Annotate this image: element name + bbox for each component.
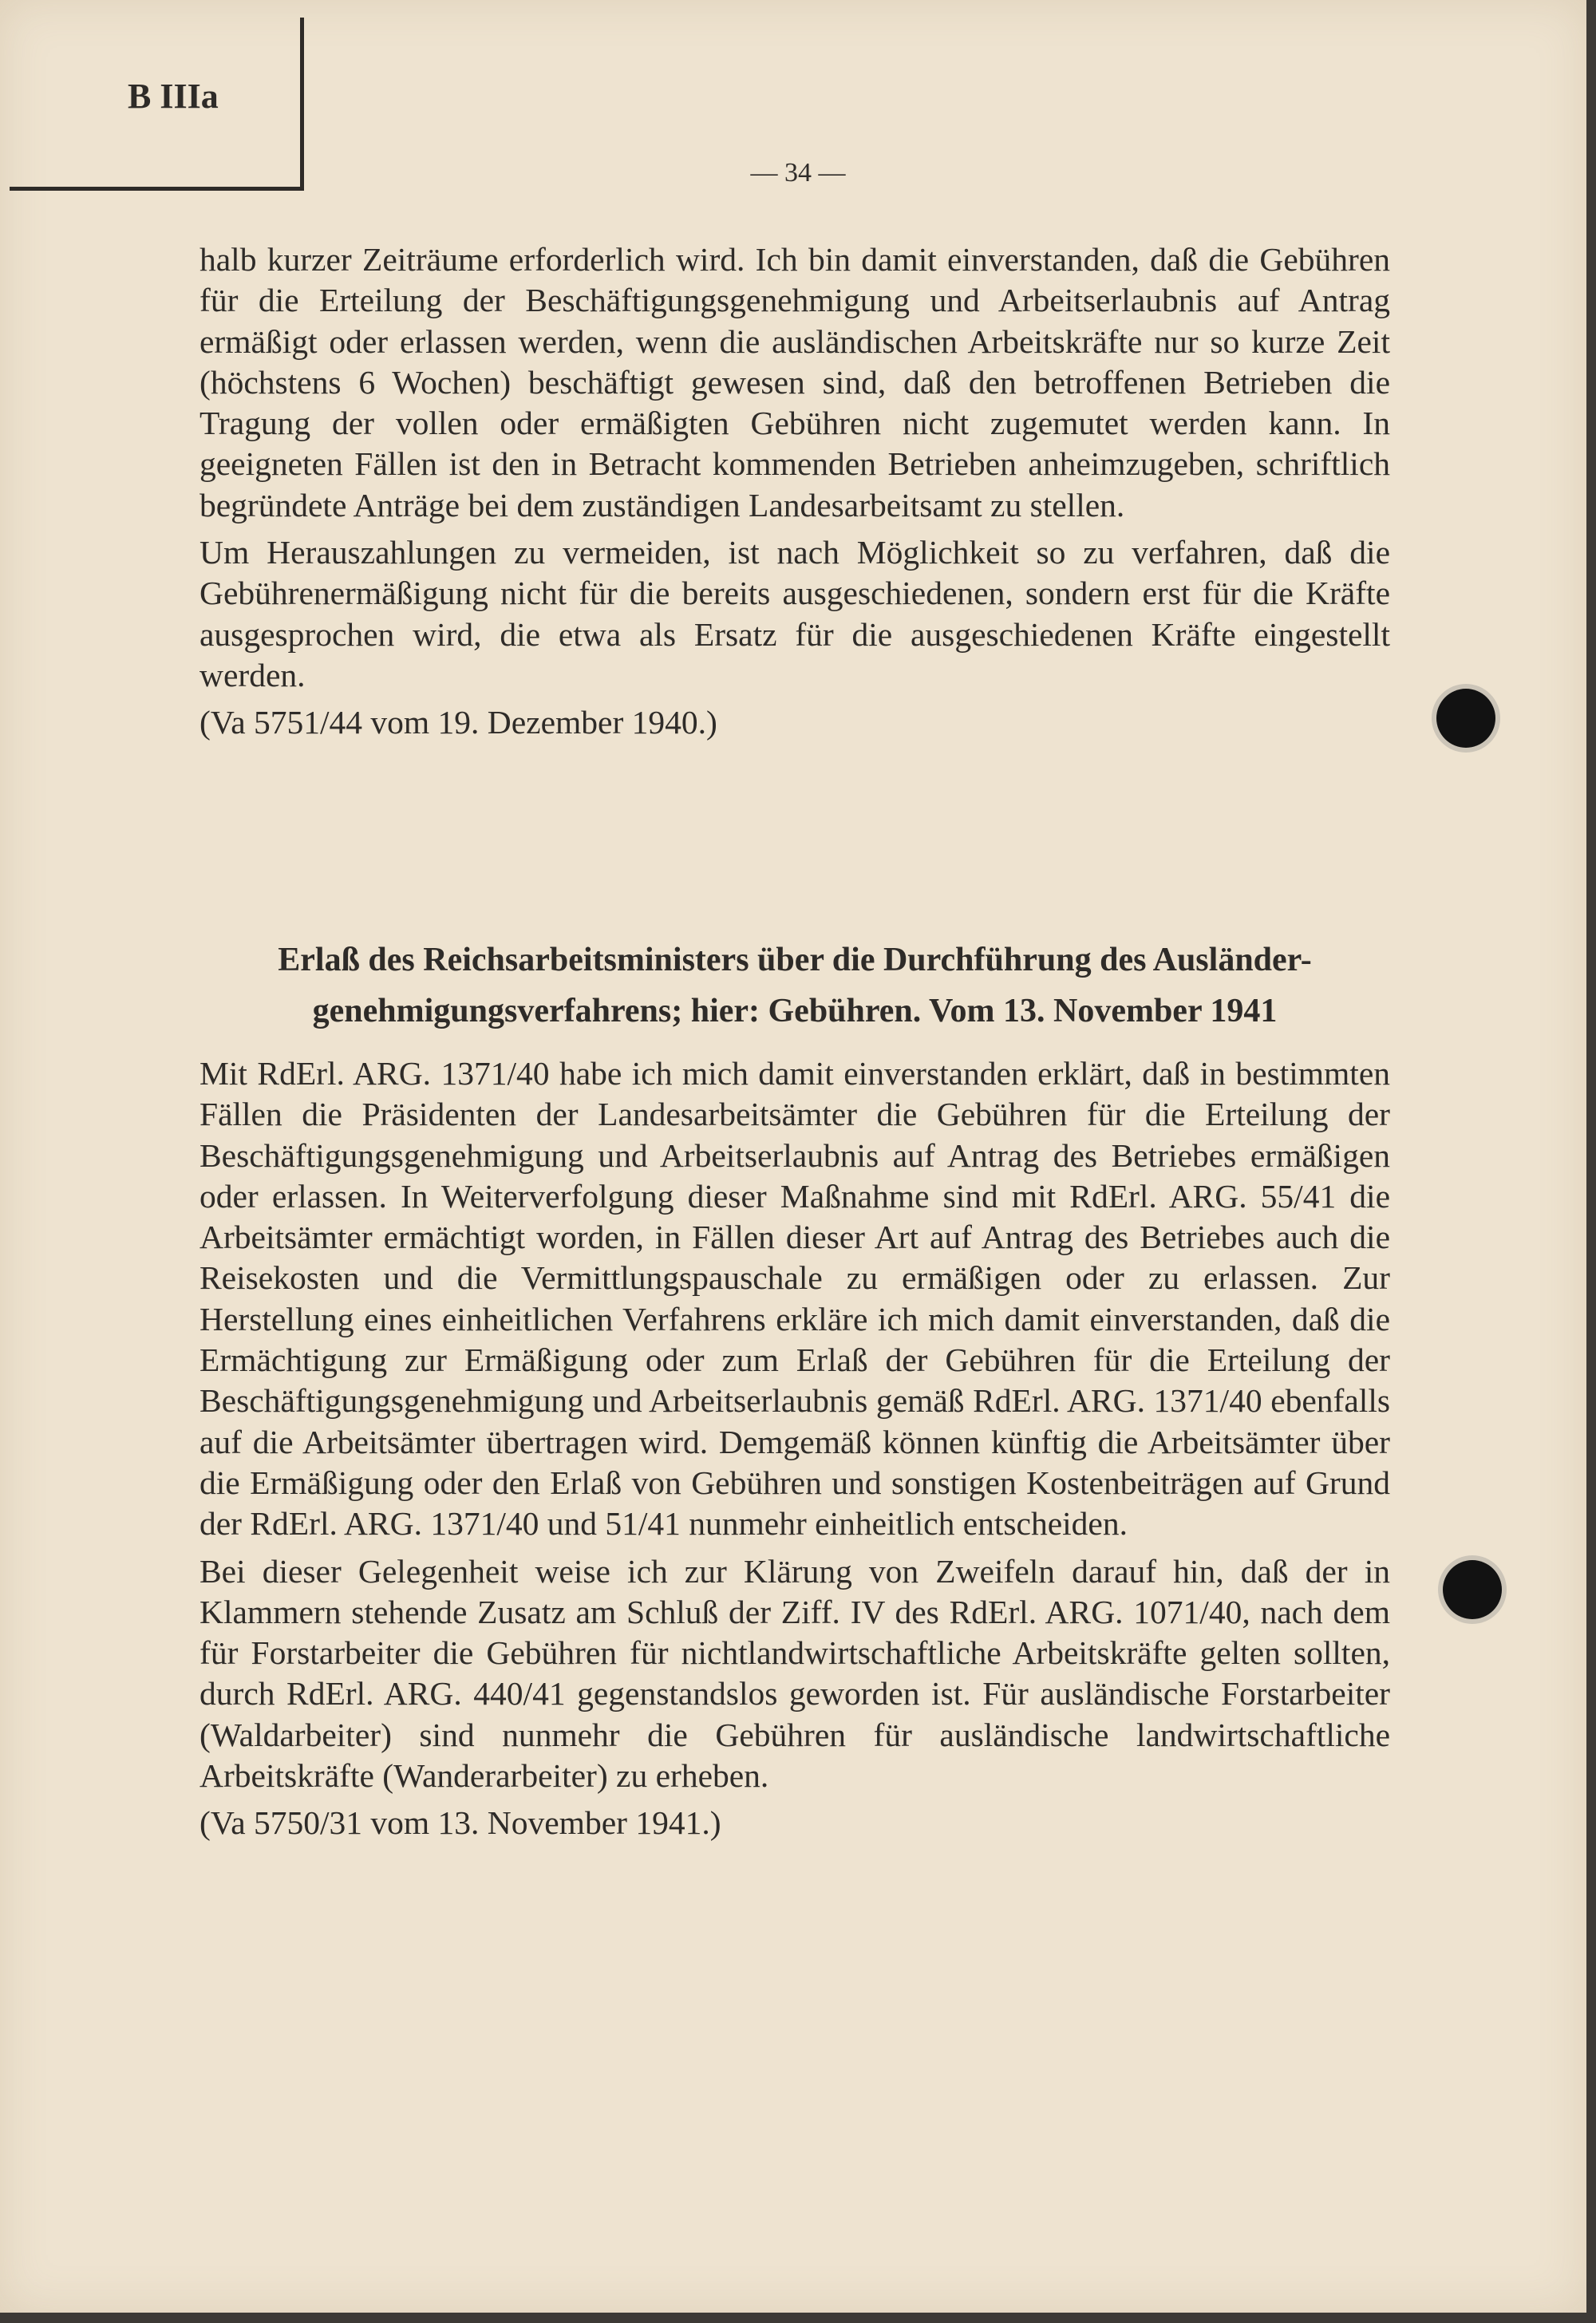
- section-2-body: [200, 1053, 1390, 1844]
- paragraph: halb kurzer Zeiträume erforderlich wird. Ich bin damit einverstanden, daß die Gebühren für die Erteilung der Beschäftigungsgenehmigung und Arbeitserlaubnis auf Antrag ermäßigt oder erlassen werden, wenn die ausländischen Arbeitskräfte nur so kurze Zeit (höchstens 6 Wochen) beschäftigt gewesen sind, daß den betroffenen Betrieben die Tragung der vollen oder ermäßigten Gebühren nicht zugemutet werden kann. In geeigneten Fällen ist den in Betracht kommenden Betrieben anheimzugeben, schriftlich begründete Anträge bei dem zuständigen Landesarbeitsamt zu stellen.: [200, 241, 1390, 523]
- punch-hole: [1436, 689, 1495, 748]
- section-1-body: [200, 239, 1390, 744]
- heading-line-2: genehmigungsverfahrens; hier: Gebühren. Vom 13. November 1941: [312, 993, 1278, 1029]
- punch-hole: [1443, 1560, 1502, 1619]
- section-code: B IIIa: [128, 77, 219, 116]
- paragraph: Mit RdErl. ARG. 1371/40 habe ich mich damit einverstanden erklärt, daß in bestimmten Fällen die Präsidenten der Landesarbeitsämter die Gebühren für die Erteilung der Beschäftigungsgenehmigung und Arbeitserlaubnis auf Antrag des Betriebes ermäßigen oder erlassen. In Weiterverfolgung dieser Maßnahme sind mit RdErl. ARG. 55/41 die Arbeitsämter ermächtigt worden, in Fällen dieser Art auf Antrag des Betriebes auch die Reisekosten und die Vermittlungspauschale zu ermäßigen oder zu erlassen. Zur Herstellung eines einheitlichen Verfahrens erkläre ich mich damit einverstanden, daß die Ermächtigung zur Ermäßigung oder zum Erlaß der Gebühren für die Erteilung der Beschäftigungsgenehmigung und Arbeitserlaubnis gemäß RdErl. ARG. 1371/40 ebenfalls auf die Arbeitsämter übertragen wird. Demgemäß können künftig die Arbeitsämter über die Ermäßigung oder den Erlaß von Gebühren und sonstigen Kostenbeiträgen auf Grund der RdErl. ARG. 1371/40 und 51/41 nunmehr einheitlich entscheiden.: [200, 1055, 1390, 1543]
- paragraph: Bei dieser Gelegenheit weise ich zur Klärung von Zweifeln darauf hin, daß der in Klammern stehende Zusatz am Schluß der Ziff. IV des RdErl. ARG. 1071/40, nach dem für Forstarbeiter die Gebühren für nichtlandwirtschaftliche Arbeitskräfte gelten sollten, durch RdErl. ARG. 440/41 gegenstandslos geworden ist. Für ausländische Forstarbeiter (Waldarbeiter) sind nunmehr die Gebühren für ausländische landwirtschaftliche Arbeitskräfte (Wanderarbeiter) zu erheben.: [200, 1552, 1390, 1795]
- page-number: — 34 —: [750, 158, 846, 188]
- reference-note: (Va 5750/31 vom 13. November 1941.): [200, 1804, 721, 1842]
- reference-note: (Va 5751/44 vom 19. Dezember 1940.): [200, 704, 717, 741]
- paragraph: Um Herauszahlungen zu vermeiden, ist nach Möglichkeit so zu verfahren, daß die Gebührenermäßigung nicht für die bereits ausgeschiedenen, sondern erst für die Kräfte ausgesprochen wird, die etwa als Ersatz für die ausgeschiedenen Kräfte eingestellt werden.: [200, 534, 1390, 693]
- heading-line-1: Erlaß des Reichsarbeitsministers über die Durchführung des Ausländer-: [278, 942, 1312, 978]
- section-heading: [200, 934, 1390, 1037]
